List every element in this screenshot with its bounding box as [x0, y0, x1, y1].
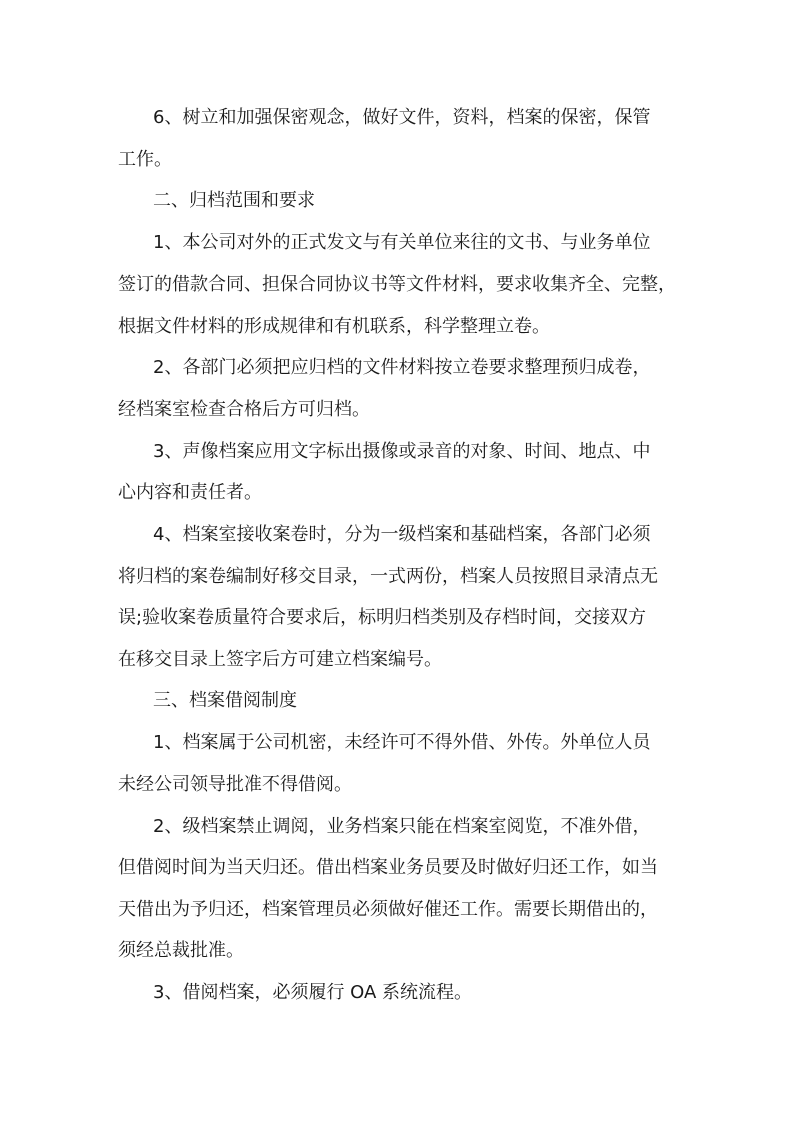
paragraph-line: 根据文件材料的形成规律和有机联系，科学整理立卷。 [118, 316, 550, 337]
paragraph-line: 6、树立和加强保密观念，做好文件，资料，档案的保密，保管 [153, 107, 651, 128]
paragraph-line: 须经总裁批准。 [118, 940, 244, 961]
section-heading: 二、归档范围和要求 [153, 190, 315, 211]
paragraph-line: 在移交目录上签字后方可建立档案编号。 [118, 649, 442, 670]
paragraph-line: 4、档案室接收案卷时，分为一级档案和基础档案，各部门必须 [153, 524, 651, 545]
paragraph-line: 但借阅时间为当天归还。借出档案业务员要及时做好归还工作，如当 [118, 857, 658, 878]
paragraph-line: 工作。 [118, 149, 172, 170]
paragraph-line: 3、借阅档案，必须履行 OA 系统流程。 [153, 982, 473, 1003]
paragraph-line: 2、级档案禁止调阅，业务档案只能在档案室阅览，不准外借， [153, 816, 651, 837]
paragraph-line: 天借出为予归还，档案管理员必须做好催还工作。需要长期借出的， [118, 899, 658, 920]
paragraph-line: 经档案室检查合格后方可归档。 [118, 399, 370, 420]
paragraph-line: 误;验收案卷质量符合要求后，标明归档类别及存档时间，交接双方 [118, 607, 647, 628]
paragraph-line: 1、档案属于公司机密，未经许可不得外借、外传。外单位人员 [153, 732, 651, 753]
paragraph-line: 签订的借款合同、担保合同协议书等文件材料，要求收集齐全、完整， [118, 274, 676, 295]
section-heading: 三、档案借阅制度 [153, 690, 297, 711]
paragraph-line: 3、声像档案应用文字标出摄像或录音的对象、时间、地点、中 [153, 441, 651, 462]
paragraph-line: 心内容和责任者。 [118, 482, 262, 503]
paragraph-line: 将归档的案卷编制好移交目录，一式两份，档案人员按照目录清点无 [118, 566, 658, 587]
paragraph-line: 1、本公司对外的正式发文与有关单位来往的文书、与业务单位 [153, 232, 651, 253]
paragraph-line: 2、各部门必须把应归档的文件材料按立卷要求整理预归成卷， [153, 357, 651, 378]
paragraph-line: 未经公司领导批准不得借阅。 [118, 774, 352, 795]
